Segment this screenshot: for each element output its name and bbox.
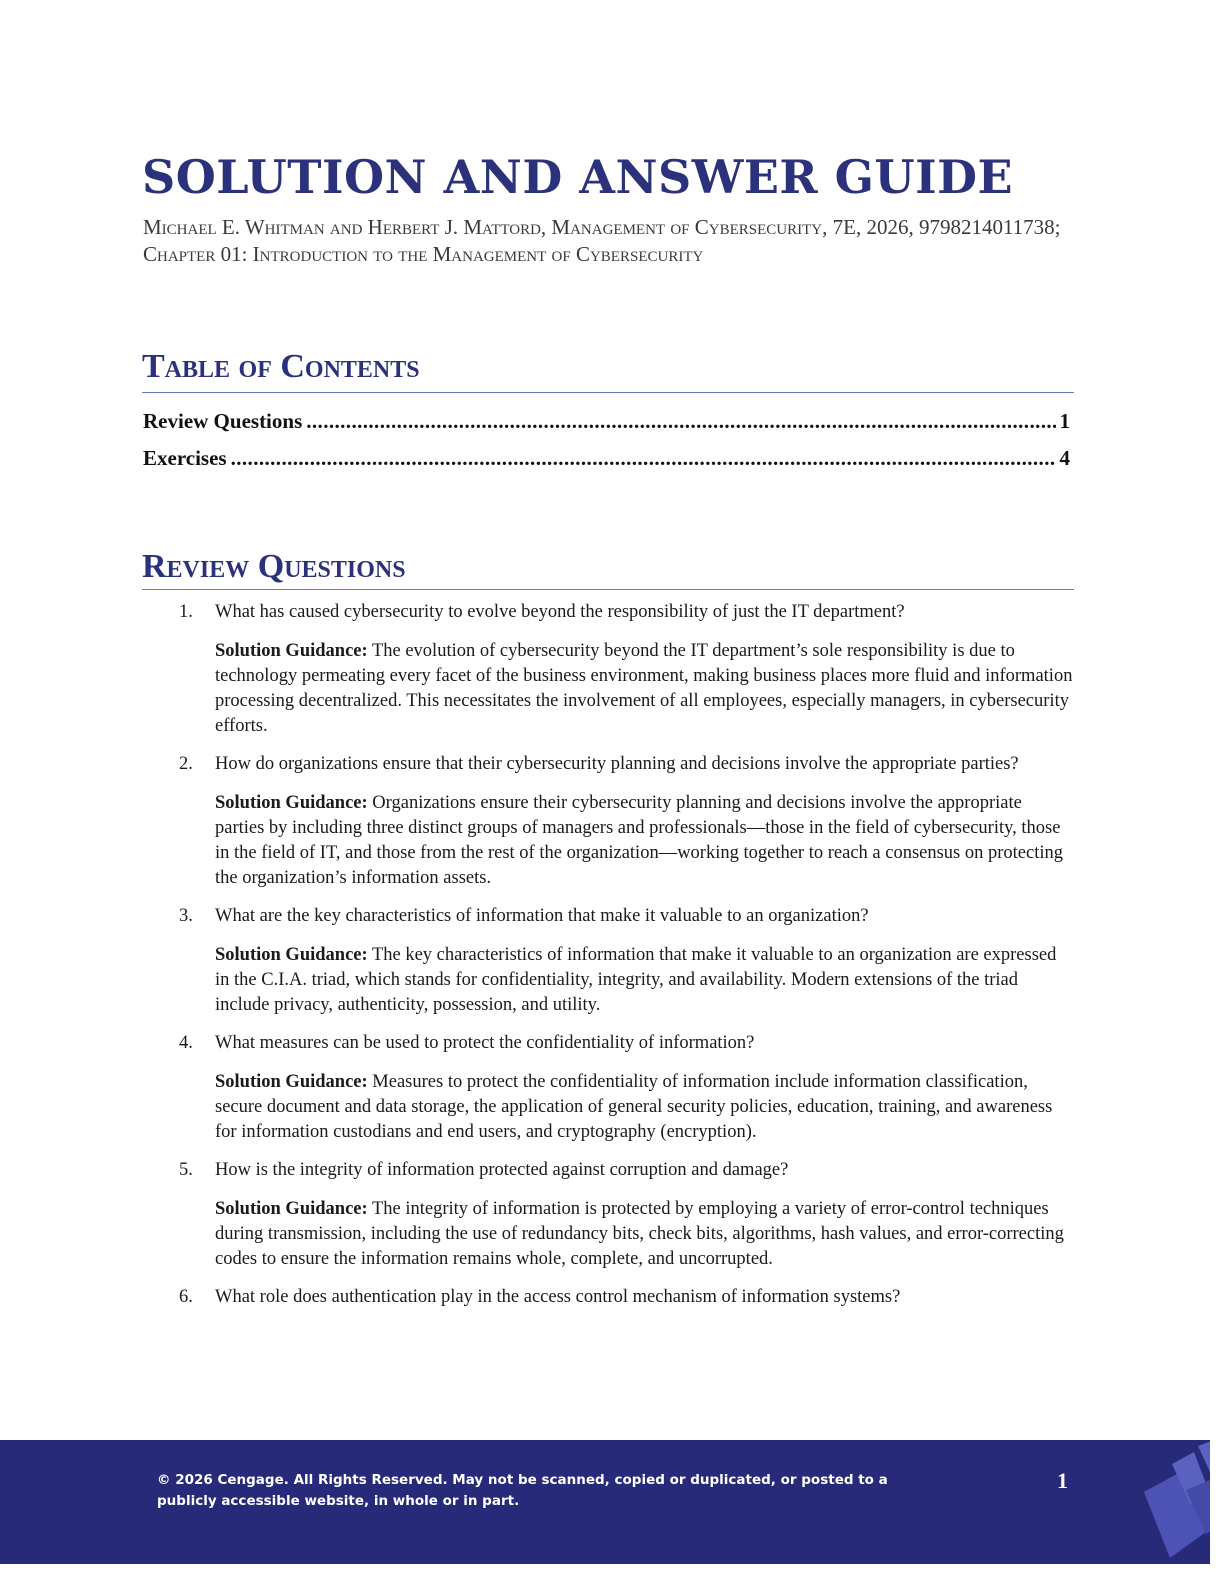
toc-entry-page: 1 bbox=[1059, 409, 1070, 433]
copyright-notice: © 2026 Cengage. All Rights Reserved. May not be scanned, copied or duplicated, or posted to a publicly accessible website, in whole or in part. bbox=[157, 1472, 888, 1509]
guidance-label: Solution Guidance: bbox=[215, 641, 368, 661]
guidance-label: Solution Guidance: bbox=[215, 793, 368, 813]
question-text: How is the integrity of information protected against corruption and damage? bbox=[215, 1160, 789, 1180]
solution-guidance bbox=[215, 1070, 1073, 1145]
guidance-text: Measures to protect the confidentiality of information include information classification, secure document and data storage, the application of general security policies, education, training, and awareness for information custodians and end users, and cryptography (encryption). bbox=[215, 1072, 1053, 1142]
document-title: SOLUTION AND ANSWER GUIDE bbox=[142, 150, 1014, 204]
toc-entry-page: 4 bbox=[1059, 446, 1070, 470]
page-edge bbox=[1210, 0, 1224, 1584]
question-number: 4. bbox=[179, 1033, 193, 1053]
guidance-label: Solution Guidance: bbox=[215, 945, 368, 965]
solution-guidance bbox=[215, 791, 1073, 891]
question-number: 1. bbox=[179, 602, 193, 622]
question-item bbox=[143, 1285, 1073, 1310]
guidance-text: The integrity of information is protected by employing a variety of error-control techniques during transmission, including the use of redundancy bits, check bits, algorithms, hash values, and error-correcting codes to ensure the information remains whole, complete, and uncorrupted. bbox=[215, 1199, 1064, 1269]
question-item bbox=[143, 904, 1073, 1018]
question-text: What has caused cybersecurity to evolve beyond the responsibility of just the IT department? bbox=[215, 602, 905, 622]
cengage-logo-icon bbox=[1114, 1440, 1224, 1564]
solution-guidance bbox=[215, 1197, 1073, 1272]
question-item bbox=[143, 1031, 1073, 1145]
question-number: 3. bbox=[179, 906, 193, 926]
toc-entry-exercises[interactable] bbox=[143, 446, 1070, 471]
guidance-text: Organizations ensure their cybersecurity planning and decisions involve the appropriate parties by including three distinct groups of managers and professionals—those in the field of cybersecurity, those in the field of IT, and those from the rest of the organization—working together to reach a consensus on protecting the organization’s information assets. bbox=[215, 793, 1064, 888]
guidance-text: The key characteristics of information that make it valuable to an organization are expressed in the C.I.A. triad, which stands for confidentiality, integrity, and availability. Modern extensions of the triad include privacy, authenticity, possession, and utility. bbox=[215, 945, 1057, 1015]
toc-entry-review-questions[interactable] bbox=[143, 409, 1070, 434]
question-item bbox=[143, 600, 1073, 739]
solution-guidance bbox=[215, 943, 1073, 1018]
question-number: 6. bbox=[179, 1287, 193, 1307]
review-questions-rule bbox=[142, 589, 1074, 590]
question-item bbox=[143, 752, 1073, 891]
toc-leader-dots bbox=[231, 446, 1056, 471]
question-text: What role does authentication play in the access control mechanism of information systems? bbox=[215, 1287, 901, 1307]
toc-heading: Table of Contents bbox=[142, 348, 420, 385]
question-number: 2. bbox=[179, 754, 193, 774]
toc-entry-label: Review Questions bbox=[143, 409, 303, 433]
question-text: What measures can be used to protect the confidentiality of information? bbox=[215, 1033, 755, 1053]
review-questions-heading: Review Questions bbox=[142, 548, 406, 585]
guidance-label: Solution Guidance: bbox=[215, 1072, 368, 1092]
question-text: What are the key characteristics of information that make it valuable to an organization? bbox=[215, 906, 869, 926]
toc-leader-dots bbox=[306, 409, 1055, 434]
solution-guidance bbox=[215, 639, 1073, 739]
guidance-label: Solution Guidance: bbox=[215, 1199, 368, 1219]
review-questions-list bbox=[143, 600, 1073, 1324]
document-subtitle: Michael E. Whitman and Herbert J. Mattord, Management of Cybersecurity, 7E, 2026, 9798214011738; Chapter 01: Introduction to the Management of Cybersecurity bbox=[143, 215, 1061, 266]
question-number: 5. bbox=[179, 1160, 193, 1180]
question-text: How do organizations ensure that their cybersecurity planning and decisions involve the appropriate parties? bbox=[215, 754, 1019, 774]
page-footer bbox=[0, 1440, 1224, 1564]
question-item bbox=[143, 1158, 1073, 1272]
toc-rule bbox=[142, 392, 1074, 393]
toc-entry-label: Exercises bbox=[143, 446, 227, 470]
page-number: 1 bbox=[1057, 1468, 1068, 1493]
guidance-text: The evolution of cybersecurity beyond the IT department’s sole responsibility is due to technology permeating every facet of the business environment, making business places more fluid and information processing decentralized. This necessitates the involvement of all employees, especially managers, in cybersecurity efforts. bbox=[215, 641, 1073, 736]
